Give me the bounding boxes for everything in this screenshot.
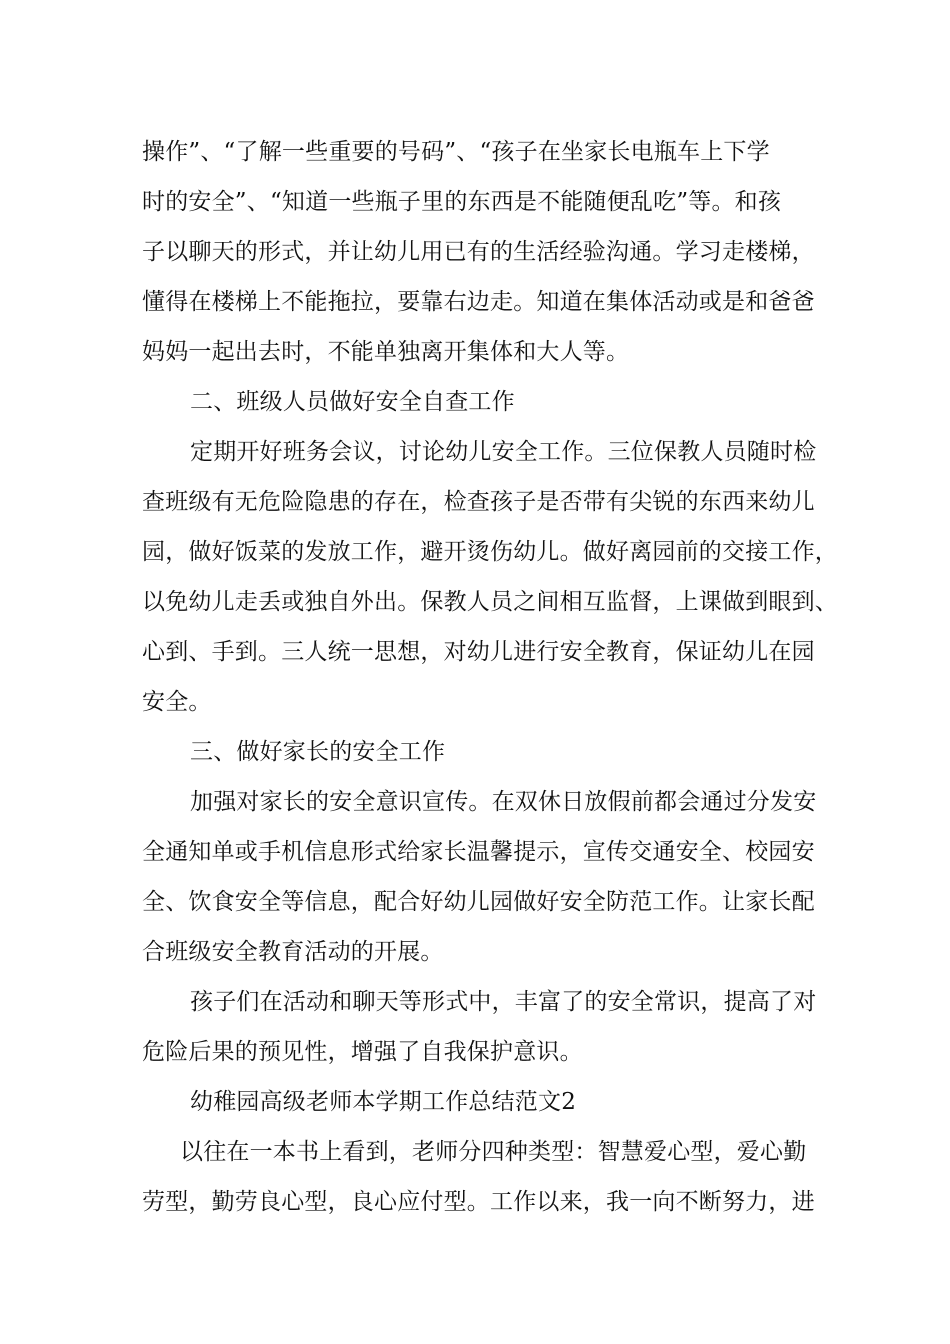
text-line: 危险后果的预见性，增强了自我保护意识。 <box>142 1039 583 1065</box>
text-line: 心到、手到。三人统一思想，对幼儿进行安全教育，保证幼儿在园 <box>142 639 815 665</box>
text-line: 懂得在楼梯上不能拖拉，要靠右边走。知道在集体活动或是和爸爸 <box>142 289 815 315</box>
text-line: 加强对家长的安全意识宣传。在双休日放假前都会通过分发安 <box>190 789 817 815</box>
text-line: 查班级有无危险隐患的存在，检查孩子是否带有尖锐的东西来幼儿 <box>142 489 815 515</box>
text-line: 以免幼儿走丢或独自外出。保教人员之间相互监督，上课做到眼到、 <box>142 589 838 615</box>
text-line: 劳型，勤劳良心型，良心应付型。工作以来，我一向不断努力，进 <box>142 1189 815 1215</box>
text-line: 以往在一本书上看到，老师分四种类型：智慧爱心型，爱心勤 <box>180 1139 807 1165</box>
text-line: 妈妈一起出去时，不能单独离开集体和大人等。 <box>142 339 630 365</box>
text-line: 子以聊天的形式，并让幼儿用已有的生活经验沟通。学习走楼梯， <box>142 239 815 265</box>
document-subtitle: 幼稚园高级老师本学期工作总结范文2 <box>190 1089 577 1115</box>
text-line: 操作”、“了解一些重要的号码”、“孩子在坐家长电瓶车上下学 <box>142 139 770 165</box>
section-heading: 三、做好家长的安全工作 <box>190 739 446 765</box>
text-line: 安全。 <box>142 689 212 715</box>
text-line: 全通知单或手机信息形式给家长温馨提示，宣传交通安全、校园安 <box>142 839 815 865</box>
text-line: 孩子们在活动和聊天等形式中，丰富了的安全常识，提高了对 <box>190 989 817 1015</box>
text-line: 园，做好饭菜的发放工作，避开烫伤幼儿。做好离园前的交接工作， <box>142 539 838 565</box>
text-line: 合班级安全教育活动的开展。 <box>142 939 444 965</box>
text-line: 全、饮食安全等信息，配合好幼儿园做好安全防范工作。让家长配 <box>142 889 815 915</box>
text-line: 时的安全”、“知道一些瓶子里的东西是不能随便乱吃”等。和孩 <box>142 189 782 215</box>
section-heading: 二、班级人员做好安全自查工作 <box>190 389 515 415</box>
text-line: 定期开好班务会议，讨论幼儿安全工作。三位保教人员随时检 <box>190 439 817 465</box>
